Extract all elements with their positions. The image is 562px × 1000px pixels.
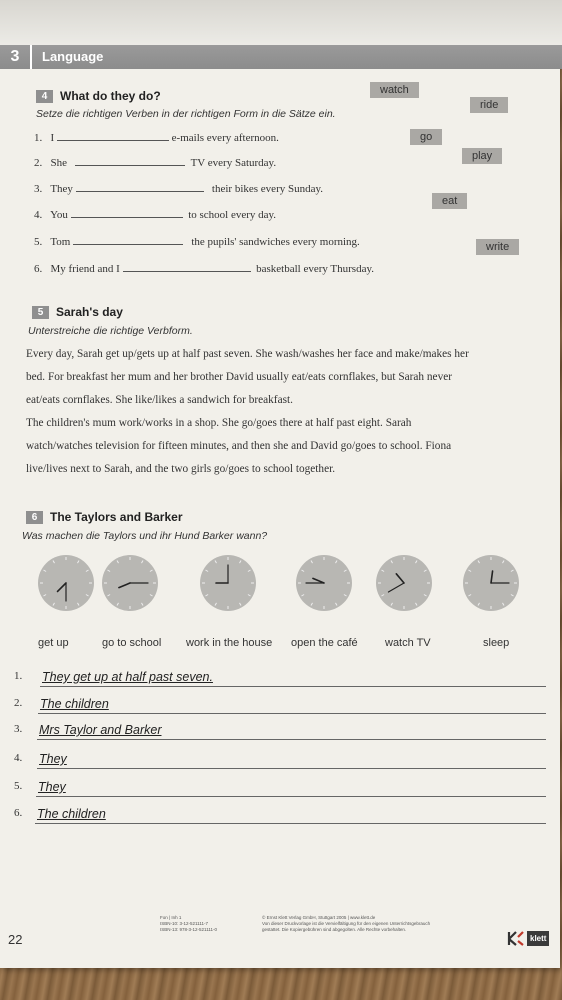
minute-hand — [388, 583, 404, 592]
paragraph-line: eat/eats cornflakes. She like/likes a sandwich for breakfast. — [26, 394, 293, 406]
klett-mark-icon — [507, 929, 525, 947]
copyright-line: © Ernst Klett Verlag GmbH, Stuttgart 2005 | www.klett.de — [262, 915, 376, 920]
answer-blank[interactable] — [75, 155, 185, 166]
row-subject: My friend and I — [50, 263, 120, 275]
answer-row-4 — [14, 752, 546, 770]
answer-blank[interactable] — [76, 181, 204, 192]
answer-blank[interactable] — [73, 234, 183, 245]
row-subject: She — [50, 157, 67, 169]
isbn-line: Fon | Inh 1 — [160, 915, 182, 920]
paragraph-line: bed. For breakfast her mum and her brother David usually eat/eats cornflakes, but Sarah never — [26, 371, 452, 383]
answer-number: 6. — [14, 807, 23, 819]
row-subject: Tom — [50, 236, 71, 248]
answer-line — [37, 768, 546, 769]
answer-number: 1. — [14, 670, 23, 682]
unit-number: 3 — [0, 45, 32, 69]
clock-face-icon — [38, 555, 94, 611]
answer-number: 3. — [14, 723, 23, 735]
exercise-5-heading — [32, 305, 123, 319]
klett-logo-text: klett — [527, 931, 549, 946]
row-rest: e-mails every afternoon. — [171, 132, 279, 144]
row-number: 3. — [34, 183, 43, 195]
verb-box-go: go — [410, 129, 442, 145]
row-subject: I — [50, 132, 55, 144]
verb-box-watch: watch — [370, 82, 419, 98]
verb-box-play: play — [462, 148, 502, 164]
klett-logo — [507, 928, 551, 948]
answer-number: 2. — [14, 697, 23, 709]
paragraph-line: live/lives next to Sarah, and the two girls go/goes to school together. — [26, 463, 336, 475]
exercise-5-instruction: Unterstreiche die richtige Verbform. — [28, 325, 193, 337]
paragraph-line: Every day, Sarah get up/gets up at half past seven. She wash/washes her face and make/makes her — [26, 348, 469, 360]
exercise-6-instruction: Was machen die Taylors und ihr Hund Barker wann? — [22, 530, 268, 542]
answer-row-5 — [14, 780, 546, 798]
page-top-shadow — [0, 0, 562, 45]
paragraph-line: The children's mum work/works in a shop. She go/goes there at half past eight. Sarah — [26, 417, 412, 429]
row-rest: the pupils' sandwiches every morning. — [191, 236, 360, 248]
exercise-6-heading — [26, 510, 183, 524]
row-number: 1. — [34, 132, 43, 144]
exercise-6-title: The Taylors and Barker — [50, 510, 183, 524]
hour-hand — [491, 571, 493, 583]
verb-box-write: write — [476, 239, 519, 255]
row-subject: They — [50, 183, 73, 195]
answer-line — [36, 796, 546, 797]
clock-face-icon — [376, 555, 432, 611]
hour-hand — [396, 574, 404, 583]
exercise-4-title: What do they do? — [60, 89, 161, 103]
ex4-row-3 — [34, 181, 323, 195]
hour-hand — [58, 583, 66, 591]
ex4-row-6 — [34, 261, 374, 275]
clock-label: sleep — [483, 637, 510, 649]
isbn-info — [160, 915, 217, 933]
answer-handwritten[interactable]: They — [39, 752, 67, 766]
row-subject: You — [50, 209, 68, 221]
answer-blank[interactable] — [71, 207, 183, 218]
ex4-row-1 — [34, 130, 279, 144]
answer-handwritten[interactable]: They — [38, 780, 66, 794]
answer-line — [37, 739, 546, 740]
verb-box-ride: ride — [470, 97, 508, 113]
exercise-4-heading — [36, 89, 161, 103]
paragraph-line: watch/watches television for fifteen minutes, and then she and David go/goes to school. Fiona — [26, 440, 452, 452]
clock-label: get up — [38, 637, 69, 649]
ex4-row-5 — [34, 234, 360, 248]
row-rest: their bikes every Sunday. — [211, 183, 324, 195]
clock-face-icon — [200, 555, 256, 611]
copyright-line: Von dieser Druckvorlage ist die Vervielfältigung für den eigenen Unterrichtsgebrauch — [262, 921, 431, 926]
answer-number: 4. — [14, 752, 23, 764]
row-number: 4. — [34, 209, 43, 221]
row-number: 2. — [34, 157, 43, 169]
clock-label: work in the house — [186, 637, 273, 649]
answer-number: 5. — [14, 780, 23, 792]
hour-hand — [119, 583, 130, 588]
row-rest: TV every Saturday. — [190, 157, 277, 169]
exercise-4-number: 4 — [36, 90, 53, 103]
answer-handwritten[interactable]: The children — [40, 697, 109, 711]
unit-title: Language — [42, 49, 104, 64]
hour-hand — [313, 578, 324, 583]
answer-line — [38, 713, 546, 714]
row-number: 6. — [34, 263, 43, 275]
copyright-line: gestattet. Die Kopiergebühren sind abgegolten. Alle Rechte vorbehalten. — [262, 927, 407, 932]
clock-label: go to school — [102, 637, 162, 649]
exercise-5-title: Sarah's day — [56, 305, 123, 319]
isbn-line: ISBN-10: 3-12-521111-7 — [160, 921, 209, 926]
answer-blank[interactable] — [57, 130, 169, 141]
ex4-row-4 — [34, 207, 276, 221]
row-rest: to school every day. — [188, 209, 277, 221]
row-number: 5. — [34, 236, 43, 248]
answer-row-3 — [14, 723, 546, 741]
clock-face-icon — [463, 555, 519, 611]
answer-blank[interactable] — [123, 261, 251, 272]
clock-face-icon — [296, 555, 352, 611]
answer-handwritten[interactable]: Mrs Taylor and Barker — [39, 723, 162, 737]
answer-row-2 — [14, 697, 546, 715]
clock-label: open the café — [291, 637, 358, 649]
sarahs-day-text — [26, 343, 536, 481]
exercise-6-number: 6 — [26, 511, 43, 524]
page-number: 22 — [8, 932, 23, 947]
answer-row-6 — [14, 807, 546, 825]
ex4-row-2 — [34, 155, 276, 169]
answer-line — [40, 686, 546, 687]
clock-face-icon — [102, 555, 158, 611]
answer-line — [35, 823, 546, 824]
clock-label: watch TV — [385, 637, 431, 649]
verb-box-eat: eat — [432, 193, 467, 209]
exercise-4-instruction: Setze die richtigen Verben in der richtigen Form in die Sätze ein. — [36, 108, 336, 120]
answer-row-1 — [14, 670, 546, 688]
exercise-5-number: 5 — [32, 306, 49, 319]
row-rest: basketball every Thursday. — [256, 263, 374, 275]
copyright-info — [262, 915, 494, 933]
answer-handwritten[interactable]: They get up at half past seven. — [42, 670, 213, 684]
answer-handwritten[interactable]: The children — [37, 807, 106, 821]
isbn-line: ISBN-13: 978-3-12-521111-0 — [160, 927, 218, 932]
